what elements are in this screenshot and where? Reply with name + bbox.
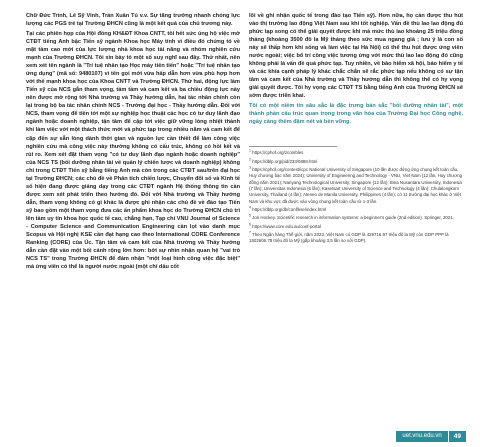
- footnotes: [249, 150, 463, 244]
- left-column: [26, 12, 240, 273]
- footer-url[interactable]: uet.vnu.edu.vn: [396, 431, 447, 442]
- footnote-number: 4: [249, 205, 251, 210]
- page-footer: [396, 431, 466, 442]
- footnote-text: Jon Hockey. Scientific research in information systems: a beginner's guide (2nd edition). Springer, 2021.: [252, 215, 454, 221]
- right-paragraph-continued: lõi về ghi nhận quốc tế trong đào tạo Tiến sỹ). Hơn nữa, họ cần được thu hút vào thị trường lao động Việt Nam sau khi tốt nghiệp. Vấn đề thù lao lao động đủ phức tạp song có thể giải quyết được khi mà mức thù lao khoảng 25 triệu đồng tháng (khoảng 3500 đô la Mỹ tháng theo sức mua ngang giá ; lưu ý là con số này sẽ thấp hơn khi sống và làm việc tại Hà Nội) có thể thu hút được ứng viên nước ngoài; việc bổ trí công việc tương ứng với mức thù lao lao động đó cũng không phải là vấn đề quá phức tạp. Tuy nhiên, về bảo hiểm xã hội, bảo hiểm y tế và các khía cạnh pháp lý khác chắc chắn sẽ rắc phức tạp nếu không có sự tận tâm và cam kết của Nhà trường và Thầy hướng dẫn thì không thể có hy vọng giải quyết được. Tôi hy vọng các CTĐT TS bằng tiếng Anh của Trường ĐHCN sẽ sớm được triển khai.: [249, 13, 463, 100]
- footnote: [249, 167, 463, 205]
- footnote-number: 5: [249, 213, 251, 218]
- right-paragraph-closing: Tôi có một niềm tin sâu sắc là đặc trưng bản sắc "bối dưỡng nhân tài", một thành phần cấu trúc quan trọng trong văn hóa của Trường Đại học Công nghệ, ngày càng thêm đậm nét và bền vững.: [249, 103, 463, 126]
- footnote: [249, 159, 463, 165]
- footnote: [249, 232, 463, 245]
- footnote: [249, 215, 463, 221]
- footnote-text: https://www.core.edu.au/conf-portal: [252, 223, 321, 229]
- footnote-text: https://cphof.org/zcombles: [252, 150, 304, 156]
- footnote-divider: [249, 146, 337, 147]
- footnote-text: Theo Ngân hàng Thế giới, năm 2023, Việt Nam có GDP là 429716.97 triệu đô la Mỹ còn GDP PPP là 1502606.78 triệu đô la Mỹ (gấp khoảng 3,5 lần so với GDP).: [249, 231, 449, 244]
- footnote-number: 1: [249, 148, 251, 153]
- footnote-number: 3: [249, 165, 251, 170]
- footnote-text: https://dblp.org/pid/233/0888.html: [252, 158, 318, 164]
- footnote: [249, 150, 463, 156]
- page-number: 49: [449, 431, 466, 442]
- footnote-number: 2: [249, 157, 251, 162]
- right-column: [249, 12, 463, 246]
- left-paragraph-main: Tại các phiên họp của Hội đồng KH&ĐT Khoa CNTT, tôi hết sức ủng hộ việc mở CTĐT tiếng Anh bậc Tiến sỹ ngành Khoa học Máy tính vì điều đó chứng tỏ về mặt tầm cao mới của lực lượng nhà khoa học tài năng và nhóm nghiên cứu mạnh của Trường ĐHCN. Tôi xin bày tỏ một số suy nghĩ sau đây. Thứ nhất, nên xem xét tên ngành là "Trí tuệ nhân tạo Học máy tiên tiến" hoặc "Trí tuệ nhân tạo ứng dụng" (mã số: 9480107) vì tên gọi mới vừa hấp dẫn hơn vừa phù hợp hơn với thế mạnh khoa học của Khoa CNTT và Trường ĐHCN. Thứ hai, động lực làm Tiến sỹ của NCS gắn tham vọng, tầm tầm và cam kết và ba chiều động lực này nên được mở rộng tới Nhà trường và Thầy hướng dẫn, hai tác nhân chính còn lại trong bộ ba tác nhân chính NCS - Trường đại học - Thầy hướng dẫn. Đối với NCS, tham vọng để tiến tới một sự nghiệp học thuật các học có tư duy lãnh đạo ngành hoặc doanh nghiệp, tận tâm để cập tới việc giữ vững lòng nhiệt thành khi làm việc với một thách thức mới và phức tạp trong nhiều năm và cam kết để cặp đến sự sẵn lòng dành thời gian và nguồn lực cần thiết để làm công việc nghiên cứu mà công việc này thường không có cấu trúc, không có hồi kết và rủi ro. Xem xét đặt tham vọng "có tư duy lãnh đạo ngành hoặc doanh nghiệp" của NCS TS (bối dưỡng nhân tài về quản lý chiến lược và doanh nghiệp) không chỉ trong CTĐT Tiến sỹ bằng tiếng Anh mà còn trong các CTĐT sau/trên đại học tại Trường ĐHCN; các chủ đề về Phân tích chiến lược, Chuyển đổi số và Kinh tế số hiện đang được giảng dạy trong các CTĐT ngành Hệ thống thông tin cần được xem xét phát triển theo hướng đó. Đối với Nhà trường và Thầy hướng dẫn, tham vọng không có gì khác là được ghi nhận các chủ đề về đào tạo Tiến sỹ bao gồm một tham vọng đưa các ấn phẩm khoa học do Trường ĐHCN chủ trì lên tầm uy tín khoa học quốc tế cao, chẳng hạn, Tạp chí VNU Journal of Science - Computer Science and Communication Engineering cần lọt vào danh mục Scopus và Hội nghị KSE cần đạt hạng cao theo International CORE Conference Ranking (CORE) của Úc. Tận tâm và cam kết của Nhà trường và Thầy hướng dẫn cần đặt vào một bối cảnh rộng lớn hơn: bởi sự nhìn nhận quan hệ "vai trò NCS TS" trong Trường ĐHCN để đảm nhận "một loại hình công việc đặc biệt" mà ứng viên có thể là người nước ngoài (một chỉ dấu cốt: [26, 30, 240, 271]
- left-paragraph-intro: Chữ Đức Trình, Lê Sỹ Vinh, Trần Xuân Tú v.v. Sự tăng trưởng nhanh chóng lực lượng các PGS trẻ tại Trường ĐHCN cũng là một kết quả của chủ trương này.: [26, 13, 240, 28]
- footnote: [249, 224, 463, 230]
- footnote-text: https://dblp.org/db/conf/kse/index.html: [252, 207, 327, 213]
- footnote-number: 7: [249, 230, 251, 235]
- footnote-text: https://cphof.org/contest/icpc National University of Singapore (10 lần được đứng ứng chung kết toàn cầu, Huy chương bạc năm 2024); University of Engineering and Technology - VNU, Viet Nam (12 lần, Huy chương đồng năm 2021); Nanyang Technological University, Singapore (12 lần); Bina Nusantara University, Indonesia (7 lần); Universitas Indonesia (6 lần); Kasetsart University of Science and Technology (4 lần); Chulalongkorn University, Thailand (4 lần); Ateneo de Manila University, Philippines (4 lần); có 11 trường đại học khác ở Việt Nam và khu vực đã được vào vòng chung kết toàn cầu từ 1-3 lần.: [249, 166, 463, 204]
- footnote-number: 6: [249, 222, 251, 227]
- footnote: [249, 207, 463, 213]
